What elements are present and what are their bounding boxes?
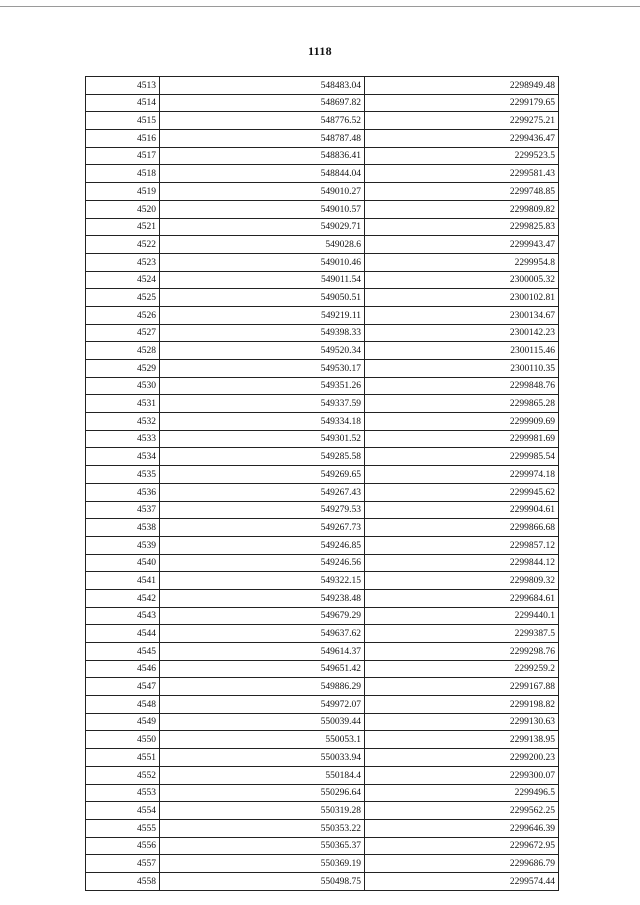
y-coordinate-cell: 2299748.85 (365, 183, 559, 201)
x-coordinate-cell: 549238.48 (160, 589, 365, 607)
point-number-cell: 4522 (86, 236, 160, 254)
x-coordinate-cell: 549614.37 (160, 643, 365, 661)
x-coordinate-cell: 549530.17 (160, 360, 365, 378)
point-number-cell: 4548 (86, 696, 160, 714)
y-coordinate-cell: 2299179.65 (365, 94, 559, 112)
x-coordinate-cell: 549285.58 (160, 448, 365, 466)
point-number-cell: 4530 (86, 377, 160, 395)
point-number-cell: 4529 (86, 360, 160, 378)
x-coordinate-cell: 549246.56 (160, 554, 365, 572)
x-coordinate-cell: 549520.34 (160, 342, 365, 360)
point-number-cell: 4517 (86, 147, 160, 165)
coordinates-table (85, 76, 559, 891)
x-coordinate-cell: 548844.04 (160, 165, 365, 183)
x-coordinate-cell: 549351.26 (160, 377, 365, 395)
table-row (86, 536, 559, 554)
table-row (86, 466, 559, 484)
point-number-cell: 4556 (86, 837, 160, 855)
x-coordinate-cell: 548836.41 (160, 147, 365, 165)
point-number-cell: 4515 (86, 112, 160, 130)
x-coordinate-cell: 549267.43 (160, 483, 365, 501)
y-coordinate-cell: 2299844.12 (365, 554, 559, 572)
table-row (86, 200, 559, 218)
x-coordinate-cell: 549029.71 (160, 218, 365, 236)
x-coordinate-cell: 548776.52 (160, 112, 365, 130)
y-coordinate-cell: 2299909.69 (365, 413, 559, 431)
point-number-cell: 4544 (86, 625, 160, 643)
y-coordinate-cell: 2299523.5 (365, 147, 559, 165)
x-coordinate-cell: 549886.29 (160, 678, 365, 696)
table-row (86, 130, 559, 148)
point-number-cell: 4520 (86, 200, 160, 218)
y-coordinate-cell: 2299954.8 (365, 253, 559, 271)
table-row (86, 749, 559, 767)
x-coordinate-cell: 550319.28 (160, 802, 365, 820)
x-coordinate-cell: 549010.57 (160, 200, 365, 218)
x-coordinate-cell: 550039.44 (160, 713, 365, 731)
y-coordinate-cell: 2299985.54 (365, 448, 559, 466)
y-coordinate-cell: 2300142.23 (365, 324, 559, 342)
point-number-cell: 4532 (86, 413, 160, 431)
table-row (86, 253, 559, 271)
point-number-cell: 4558 (86, 872, 160, 890)
y-coordinate-cell: 2300110.35 (365, 360, 559, 378)
point-number-cell: 4531 (86, 395, 160, 413)
table-row (86, 855, 559, 873)
y-coordinate-cell: 2299259.2 (365, 660, 559, 678)
y-coordinate-cell: 2299440.1 (365, 607, 559, 625)
x-coordinate-cell: 548787.48 (160, 130, 365, 148)
y-coordinate-cell: 2299581.43 (365, 165, 559, 183)
y-coordinate-cell: 2300005.32 (365, 271, 559, 289)
point-number-cell: 4521 (86, 218, 160, 236)
point-number-cell: 4545 (86, 643, 160, 661)
table-row (86, 271, 559, 289)
y-coordinate-cell: 2299809.32 (365, 572, 559, 590)
table-row (86, 236, 559, 254)
table-row (86, 696, 559, 714)
point-number-cell: 4523 (86, 253, 160, 271)
table-row (86, 147, 559, 165)
table-row (86, 483, 559, 501)
x-coordinate-cell: 548697.82 (160, 94, 365, 112)
y-coordinate-cell: 2298949.48 (365, 77, 559, 95)
scan-edge-line (0, 6, 640, 7)
table-row (86, 395, 559, 413)
x-coordinate-cell: 550053.1 (160, 731, 365, 749)
point-number-cell: 4553 (86, 784, 160, 802)
y-coordinate-cell: 2299809.82 (365, 200, 559, 218)
table-row (86, 306, 559, 324)
x-coordinate-cell: 549269.65 (160, 466, 365, 484)
point-number-cell: 4539 (86, 536, 160, 554)
y-coordinate-cell: 2299198.82 (365, 696, 559, 714)
point-number-cell: 4547 (86, 678, 160, 696)
table-row (86, 342, 559, 360)
point-number-cell: 4557 (86, 855, 160, 873)
point-number-cell: 4514 (86, 94, 160, 112)
point-number-cell: 4519 (86, 183, 160, 201)
point-number-cell: 4528 (86, 342, 160, 360)
y-coordinate-cell: 2299945.62 (365, 483, 559, 501)
x-coordinate-cell: 549010.27 (160, 183, 365, 201)
point-number-cell: 4536 (86, 483, 160, 501)
y-coordinate-cell: 2299138.95 (365, 731, 559, 749)
table-row (86, 872, 559, 890)
y-coordinate-cell: 2299562.25 (365, 802, 559, 820)
table-row (86, 660, 559, 678)
table-row (86, 448, 559, 466)
y-coordinate-cell: 2300102.81 (365, 289, 559, 307)
table-row (86, 837, 559, 855)
table-row (86, 324, 559, 342)
x-coordinate-cell: 548483.04 (160, 77, 365, 95)
y-coordinate-cell: 2299436.47 (365, 130, 559, 148)
y-coordinate-cell: 2299686.79 (365, 855, 559, 873)
x-coordinate-cell: 550498.75 (160, 872, 365, 890)
coordinates-table-body (86, 77, 559, 891)
y-coordinate-cell: 2299866.68 (365, 519, 559, 537)
y-coordinate-cell: 2299574.44 (365, 872, 559, 890)
table-row (86, 218, 559, 236)
table-row (86, 572, 559, 590)
y-coordinate-cell: 2299943.47 (365, 236, 559, 254)
y-coordinate-cell: 2299904.61 (365, 501, 559, 519)
y-coordinate-cell: 2299167.88 (365, 678, 559, 696)
x-coordinate-cell: 550184.4 (160, 766, 365, 784)
table-row (86, 607, 559, 625)
point-number-cell: 4516 (86, 130, 160, 148)
table-row (86, 94, 559, 112)
x-coordinate-cell: 549679.29 (160, 607, 365, 625)
point-number-cell: 4542 (86, 589, 160, 607)
y-coordinate-cell: 2299300.07 (365, 766, 559, 784)
y-coordinate-cell: 2299672.95 (365, 837, 559, 855)
table-row (86, 183, 559, 201)
x-coordinate-cell: 549028.6 (160, 236, 365, 254)
y-coordinate-cell: 2299298.76 (365, 643, 559, 661)
page-number: 1118 (308, 44, 332, 58)
y-coordinate-cell: 2299646.39 (365, 819, 559, 837)
point-number-cell: 4518 (86, 165, 160, 183)
point-number-cell: 4555 (86, 819, 160, 837)
point-number-cell: 4525 (86, 289, 160, 307)
point-number-cell: 4534 (86, 448, 160, 466)
table-row (86, 413, 559, 431)
x-coordinate-cell: 549337.59 (160, 395, 365, 413)
table-row (86, 289, 559, 307)
y-coordinate-cell: 2300115.46 (365, 342, 559, 360)
table-row (86, 77, 559, 95)
point-number-cell: 4535 (86, 466, 160, 484)
point-number-cell: 4543 (86, 607, 160, 625)
y-coordinate-cell: 2299496.5 (365, 784, 559, 802)
x-coordinate-cell: 549267.73 (160, 519, 365, 537)
y-coordinate-cell: 2299974.18 (365, 466, 559, 484)
y-coordinate-cell: 2299825.83 (365, 218, 559, 236)
table-row (86, 643, 559, 661)
point-number-cell: 4549 (86, 713, 160, 731)
x-coordinate-cell: 549011.54 (160, 271, 365, 289)
x-coordinate-cell: 549972.07 (160, 696, 365, 714)
y-coordinate-cell: 2299275.21 (365, 112, 559, 130)
point-number-cell: 4551 (86, 749, 160, 767)
table-row (86, 377, 559, 395)
point-number-cell: 4526 (86, 306, 160, 324)
point-number-cell: 4550 (86, 731, 160, 749)
point-number-cell: 4552 (86, 766, 160, 784)
x-coordinate-cell: 550296.64 (160, 784, 365, 802)
y-coordinate-cell: 2299848.76 (365, 377, 559, 395)
point-number-cell: 4546 (86, 660, 160, 678)
x-coordinate-cell: 549279.53 (160, 501, 365, 519)
point-number-cell: 4541 (86, 572, 160, 590)
x-coordinate-cell: 549334.18 (160, 413, 365, 431)
point-number-cell: 4554 (86, 802, 160, 820)
x-coordinate-cell: 549219.11 (160, 306, 365, 324)
y-coordinate-cell: 2299865.28 (365, 395, 559, 413)
table-row (86, 819, 559, 837)
x-coordinate-cell: 549651.42 (160, 660, 365, 678)
x-coordinate-cell: 549246.85 (160, 536, 365, 554)
table-row (86, 784, 559, 802)
x-coordinate-cell: 549398.33 (160, 324, 365, 342)
x-coordinate-cell: 549050.51 (160, 289, 365, 307)
point-number-cell: 4524 (86, 271, 160, 289)
y-coordinate-cell: 2299684.61 (365, 589, 559, 607)
y-coordinate-cell: 2299981.69 (365, 430, 559, 448)
x-coordinate-cell: 549637.62 (160, 625, 365, 643)
point-number-cell: 4533 (86, 430, 160, 448)
table-row (86, 165, 559, 183)
point-number-cell: 4513 (86, 77, 160, 95)
table-row (86, 430, 559, 448)
table-row (86, 501, 559, 519)
table-row (86, 625, 559, 643)
table-row (86, 554, 559, 572)
y-coordinate-cell: 2299857.12 (365, 536, 559, 554)
x-coordinate-cell: 550353.22 (160, 819, 365, 837)
point-number-cell: 4537 (86, 501, 160, 519)
table-row (86, 360, 559, 378)
table-row (86, 802, 559, 820)
x-coordinate-cell: 550369.19 (160, 855, 365, 873)
table-row (86, 112, 559, 130)
x-coordinate-cell: 549010.46 (160, 253, 365, 271)
point-number-cell: 4540 (86, 554, 160, 572)
x-coordinate-cell: 549301.52 (160, 430, 365, 448)
x-coordinate-cell: 550033.94 (160, 749, 365, 767)
table-row (86, 713, 559, 731)
table-row (86, 766, 559, 784)
x-coordinate-cell: 550365.37 (160, 837, 365, 855)
y-coordinate-cell: 2299200.23 (365, 749, 559, 767)
table-row (86, 678, 559, 696)
y-coordinate-cell: 2299387.5 (365, 625, 559, 643)
x-coordinate-cell: 549322.15 (160, 572, 365, 590)
y-coordinate-cell: 2300134.67 (365, 306, 559, 324)
table-row (86, 731, 559, 749)
point-number-cell: 4527 (86, 324, 160, 342)
y-coordinate-cell: 2299130.63 (365, 713, 559, 731)
point-number-cell: 4538 (86, 519, 160, 537)
table-row (86, 589, 559, 607)
table-row (86, 519, 559, 537)
